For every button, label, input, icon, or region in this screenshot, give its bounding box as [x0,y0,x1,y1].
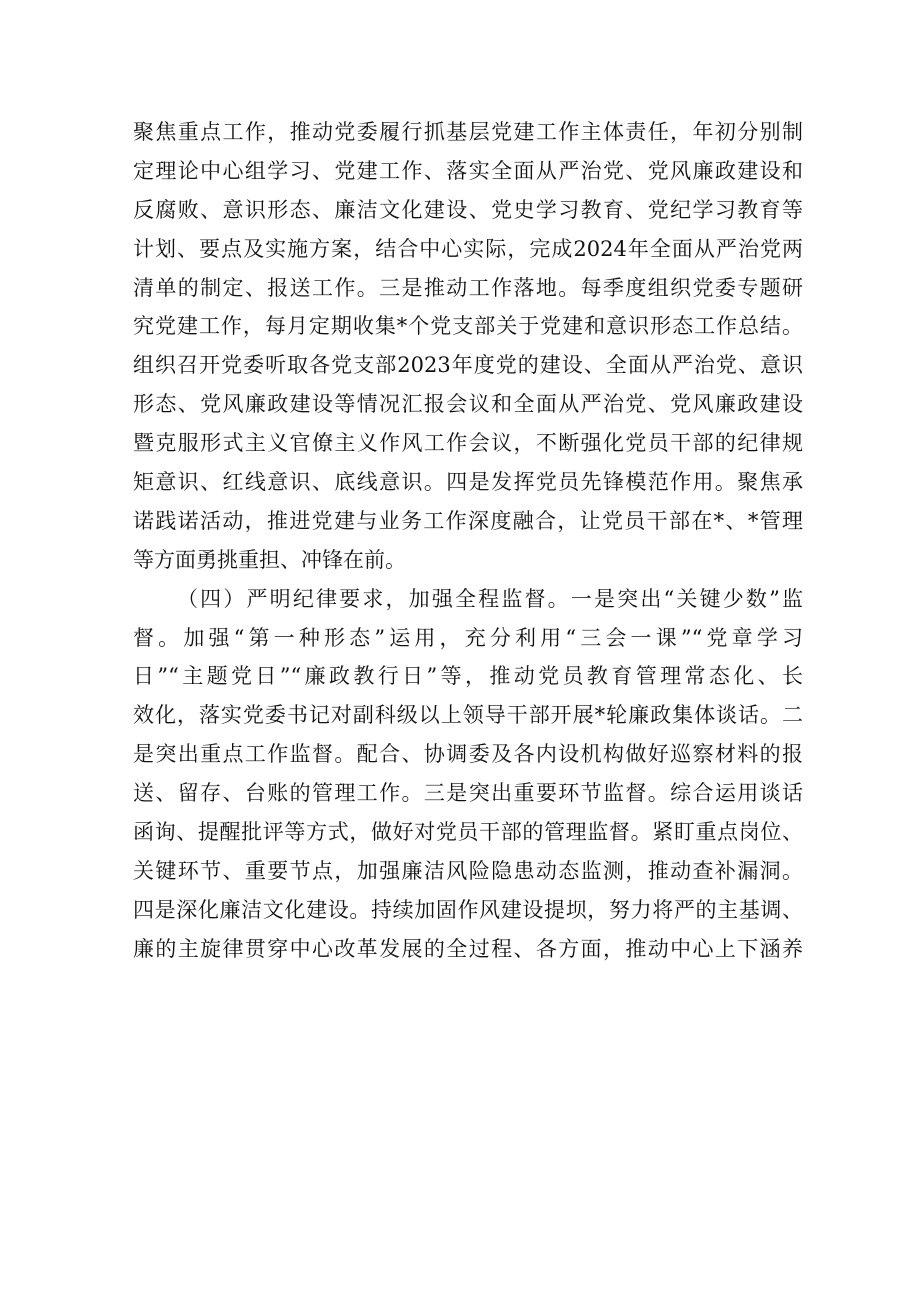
text-line: 是突出重点工作监督。配合、协调委及各内设机构做好巡察材料的报 [133,742,803,767]
text-line: 究党建工作，每月定期收集*个党支部关于党建和意识形态工作总结。 [133,314,803,339]
text-line: 反腐败、意识形态、廉洁文化建设、党史学习教育、党纪学习教育等 [133,197,803,222]
text-line: 诺践诺活动，推进党建与业务工作深度融合，让党员干部在*、*管理 [133,508,803,533]
text-line: 关键环节、重要节点，加强廉洁风险隐患动态监测，推动查补漏洞。 [133,858,803,883]
text-line: 日”“主题党日”“廉政教行日”等，推动党员教育管理常态化、长 [133,664,803,689]
text-line: 矩意识、红线意识、底线意识。四是发挥党员先锋模范作用。聚焦承 [133,470,803,495]
text-line: 组织召开党委听取各党支部2023年度党的建设、全面从严治党、意识 [133,353,803,378]
paragraph-end-line: 等方面勇挑重担、冲锋在前。 [133,547,406,572]
text-line: 定理论中心组学习、党建工作、落实全面从严治党、党风廉政建设和 [133,158,803,183]
text-line: 四是深化廉洁文化建设。持续加固作风建设提坝，努力将严的主基调、 [133,897,803,922]
text-line: 聚焦重点工作，推动党委履行抓基层党建工作主体责任，年初分别制 [133,120,803,144]
section-heading-line: （四）严明纪律要求，加强全程监督。一是突出“关键少数”监 [177,586,803,611]
text-line: 计划、要点及实施方案，结合中心实际，完成2024年全面从严治党两 [133,236,803,261]
text-line: 暨克服形式主义官僚主义作风工作会议，不断强化党员干部的纪律规 [133,431,803,456]
text-line: 形态、党风廉政建设等情况汇报会议和全面从严治党、党风廉政建设 [133,392,803,417]
text-line: 效化，落实党委书记对副科级以上领导干部开展*轮廉政集体谈话。二 [133,703,803,728]
text-line: 函询、提醒批评等方式，做好对党员干部的管理监督。紧盯重点岗位、 [133,820,803,845]
text-line: 送、留存、台账的管理工作。三是突出重要环节监督。综合运用谈话 [133,781,803,806]
body-text [133,113,803,969]
text-line: 清单的制定、报送工作。三是推动工作落地。每季度组织党委专题研 [133,275,803,300]
text-line: 廉的主旋律贯穿中心改革发展的全过程、各方面，推动中心上下涵养 [133,936,803,961]
text-line: 督。加强“第一种形态”运用，充分利用“三会一课”“党章学习 [133,625,803,650]
